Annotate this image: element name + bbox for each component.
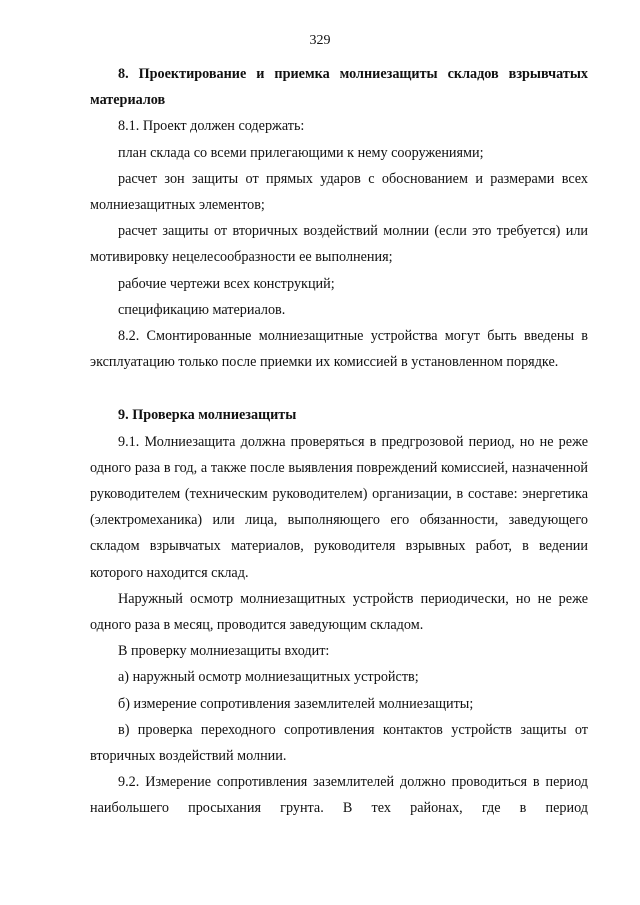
section-8-paragraph-5: рабочие чертежи всех конструкций; (118, 275, 335, 292)
section-8-paragraph-7: 8.2. Смонтированные молниезащитные устройства могут быть введены в эксплуатацию только после приемки их комиссией в установленном порядке. (90, 328, 588, 371)
section-8-paragraph-4: расчет защиты от вторичных воздействий молнии (если это требуется) или мотивировку нецелесообразности ее выполнения; (90, 223, 588, 266)
section-8-paragraph-2: план склада со всеми прилегающими к нему сооружениями; (118, 144, 484, 161)
section-8-paragraph-1: 8.1. Проект должен содержать: (118, 118, 305, 135)
section-9-paragraph-1: 9.1. Молниезащита должна проверяться в предгрозовой период, но не реже одного раза в год, а также после выявления повреждений комиссией, назначенной руководителем (техническим руководителем) организации, в составе: энергетика (электромеханика) или лица, выполняющего его обязанности, заведующего складом взрывчатых материалов, руководителя взрывных работ, в ведении которого находится склад. (90, 433, 588, 581)
section-9-heading: 9. Проверка молниезащиты (118, 407, 297, 424)
section-9-paragraph-2: Наружный осмотр молниезащитных устройств периодически, но не реже одного раза в месяц, проводится заведующим складом. (90, 590, 588, 634)
section-8-paragraph-3: расчет зон защиты от прямых ударов с обоснованием и размерами всех молниезащитных элементов; (90, 170, 588, 214)
section-9-paragraph-6: в) проверка переходного сопротивления контактов устройств защиты от вторичных воздействий молнии. (90, 721, 588, 765)
section-8-heading: 8. Проектирование и приемка молниезащиты складов взрывчатых материалов (90, 66, 588, 109)
section-9-paragraph-5: б) измерение сопротивления заземлителей молниезащиты; (118, 695, 474, 712)
page-number: 329 (309, 33, 331, 48)
section-spacer (90, 375, 588, 402)
section-9-paragraph-7: 9.2. Измерение сопротивления заземлителей должно проводиться в период наибольшего просыхания грунта. В тех районах, где в период (90, 774, 588, 817)
section-9-paragraph-4: а) наружный осмотр молниезащитных устройств; (118, 669, 419, 686)
document-body (90, 61, 588, 822)
section-9-paragraph-3: В проверку молниезащиты входит: (118, 643, 330, 660)
section-8-paragraph-6: спецификацию материалов. (118, 301, 286, 318)
